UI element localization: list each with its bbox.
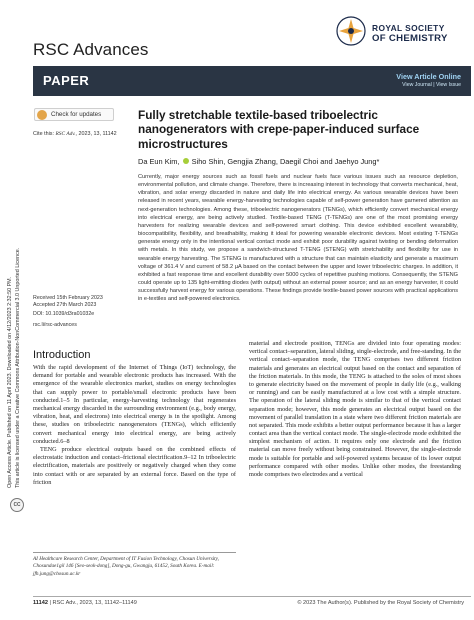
footer-citation: | RSC Adv., 2023, 13, 11142–11149 xyxy=(49,600,137,606)
orcid-icon[interactable] xyxy=(183,158,189,164)
author-first[interactable]: Da Eun Kim, xyxy=(138,157,180,166)
logo-line-1: ROYAL SOCIETY xyxy=(372,23,445,33)
check-updates-label: Check for updates xyxy=(51,111,102,118)
article-title: Fully stretchable textile-based triboelectric nanogenerators with crepe-paper-induced surface microstructures xyxy=(138,108,420,151)
license-side-strip xyxy=(3,96,31,516)
crossmark-icon xyxy=(37,110,47,120)
paragraph: material and electrode position, TENGs are divided into four operating modes: vertical contact–separation, lateral sliding, single-electrode, and free-standing. In the vertical contact–separation mode, the TENG comprises two different friction materials and generates an electrical output based on the contact and separation of the friction materials. In this mode, the TENG is attached to the soles of most shoes to generate electricity based on the movement of people in daily life (e.g., walking or running) and can be easily manufactured at a low cost with a simple structure. The operation of the lateral sliding mode is similar to that of the vertical contact separation mode; however, this mode generates an electrical output based on the movement of parallel translation in a state where two different friction materials are not separated. This mode exhibits a better output performance because it has a larger contact area than the vertical contact mode. The single-electrode mode exhibited the simplest mechanism of action. It requires only one electrode and the friction material can move freely without being constrained. However, the single-electrode mode is suitable for portable and self-powered systems because of its lower output performance compared with other modes. Unlike other modes, the freestanding mode comprises two electrodes and a vertical xyxy=(249,340,461,478)
license-text xyxy=(7,158,22,488)
article-type: PAPER xyxy=(43,73,90,88)
doi[interactable]: DOI: 10.1039/d3ra01032e xyxy=(33,311,95,317)
accepted-date: Accepted 27th March 2023 xyxy=(33,302,97,309)
section-heading: Introduction xyxy=(33,349,91,361)
body-column-right xyxy=(249,340,461,479)
journal-name: RSC Advances xyxy=(33,40,149,59)
journal-short-link[interactable]: rsc.li/rsc-advances xyxy=(33,322,77,328)
affiliation: AI Healthcare Research Center, Department of IT Fusion Technology, Chosun University, Chosundae1gil 146 [Seo-seok-dong], Dong-gu, Gwangju, 61452, South Korea. E-mail: jfh.jung@chosun.ac.kr xyxy=(33,556,219,577)
received-date: Received 15th February 2023 xyxy=(33,295,103,301)
license-line-1: Open Access Article. Published on 11 April 2023. Downloaded on 4/12/2023 2:32:50 PM. xyxy=(7,276,13,488)
cite-prefix: Cite this: xyxy=(33,131,54,137)
page-number: 11142 xyxy=(33,600,48,606)
body-column-left xyxy=(33,364,236,487)
cite-ref: 2023, 13, 11142 xyxy=(78,131,117,137)
logo-line-2: OF CHEMISTRY xyxy=(372,33,448,44)
footer-divider xyxy=(33,596,471,597)
article-banner xyxy=(33,66,471,96)
author-list xyxy=(138,157,379,166)
check-for-updates-button[interactable] xyxy=(34,108,114,121)
affiliation-divider xyxy=(33,552,236,553)
footer-left xyxy=(33,600,137,606)
article-dates xyxy=(33,295,103,310)
rsc-logo[interactable] xyxy=(336,14,466,56)
abstract: Currently, major energy sources such as fossil fuels and nuclear fuels face various issues such as resource depletion, environmental pollution, and climate change. Therefore, there is increasing interest in technology that converts mechanical, heat, vibration, and solar energy discarded in nature and daily life into electrical energy. As various wearable devices have been released in recent years, wearable energy-harvesting technologies capable of self-power generation have garnered attention as next-generation technologies. Among these, triboelectric nanogenerators (TENGs), which efficiently convert mechanical energy into electrical energy, are being actively studied. Textile-based TENG (T-TENGs) are one of the most promising energy harvesters for realizing wearable devices and self-powered smart clothing. This device exhibited excellent wearability, biocompatibility, flexibility, and breathability, making it ideal for powering wearable electronic devices. Most existing T-TENGs generate energy only in the intentional vertical contact mode and exhibit poor durability against twisting or bending deformation with metals. In this study, we propose a sandwich-structured T-TENG (STENG) with stretchability and flexibility for use in wearable energy harvesting. The STENG is manufactured with a structure that can maintain elasticity and generate a maximum voltage of 361.4 V and current of 58.2 µA based on the contact between the upper and lower triboelectric charges. In addition, it exhibited a fast response time and excellent durability over 5000 cycles of repetitive pushing motions. Consequently, the STENG could operate up to 135 light-emitting diodes (with output) without an external power source; and as an energy harvester, it could successfully harvest energy for various operations. These findings provide textile-based power sources with practical applications in e-textiles and self-powered electronics. xyxy=(138,174,458,303)
citation xyxy=(33,131,117,137)
author-rest[interactable]: Siho Shin, Gengjia Zhang, Daegil Choi and Jaehyo Jung* xyxy=(191,157,380,166)
license-line-2[interactable]: This article is licensed under a Creative Commons Attribution-NonCommercial 3.0 Unported Licence. xyxy=(14,247,21,488)
cite-journal: RSC Adv., xyxy=(55,131,77,137)
cc-by-nc-icon[interactable]: cc xyxy=(10,498,24,512)
view-article-online-link[interactable]: View Article Online xyxy=(396,72,461,81)
footer-copyright: © 2023 The Author(s). Published by the Royal Society of Chemistry xyxy=(297,600,464,606)
view-journal-issue-links[interactable]: View Journal | View Issue xyxy=(402,82,461,88)
paragraph: TENG produce electrical outputs based on the combined effects of electrostatic induction and contact–frictional electrification.9–12 In triboelectric electrification, materials are positively or negatively charged when they come into contact with or are separated by an external force. Based on the type of friction xyxy=(33,446,236,486)
rsc-emblem-icon xyxy=(336,16,366,46)
paragraph: With the rapid development of the Internet of Things (IoT) technology, the demand for portable and wearable electronic products has increased. With the emergence of the wearable electronics market, studies on energy technologies that can supply power to portable/small electronic products have been conducted.1–5 In particular, energy-harvesting technology that regenerates mechanical energy discarded in the surrounding environment (e.g., body energy, vibration, heat, and electrons) into electrical energy is in the spotlight. Among these, studies on triboelectric nanogenerators (TENGs), which efficiently convert mechanical energy into electrical energy, are being actively conducted.6–8 xyxy=(33,364,236,445)
